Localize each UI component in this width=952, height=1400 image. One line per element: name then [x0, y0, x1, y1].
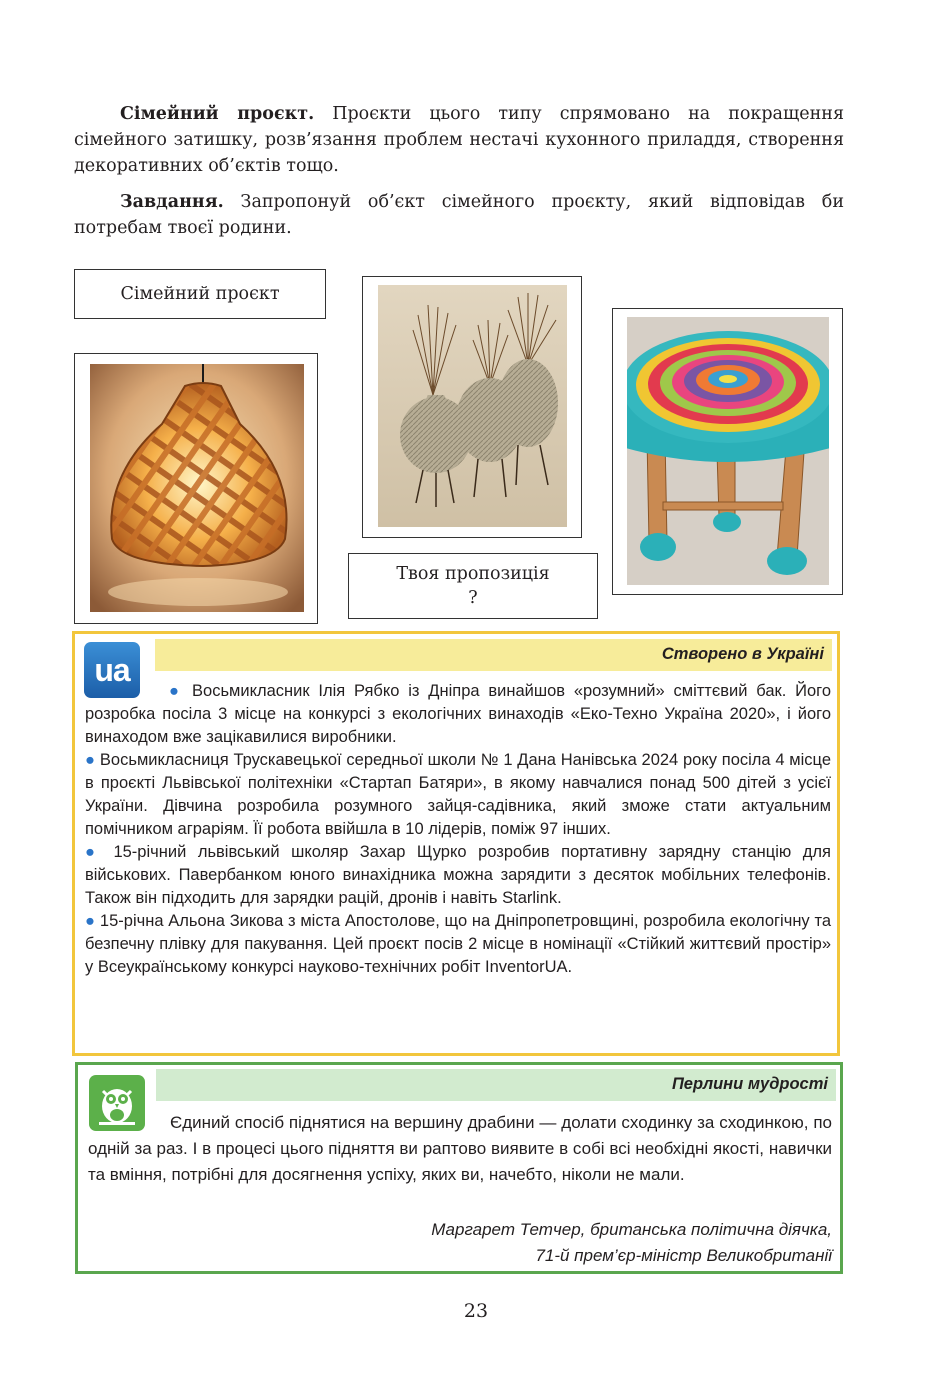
created-in-ukraine-header [155, 639, 832, 671]
wicker-vases-image [378, 285, 567, 527]
stool-frame [612, 308, 843, 595]
pearls-of-wisdom-title: Перлини мудрості [671, 1075, 828, 1093]
list-item: ● Восьмикласниця Трускавецької середньої школи № 1 Дана Нанівська 2024 року посіла 4 місце в проєкті Львівської політехніки «Стартап Батяри», в якому навчалися понад 500 дітей з усієї України. Дівчина розробила розумного зайця-садівника, який зможе стати актуальним помічником аграріям. Її робота ввійшла в 10 лідерів, поміж 97 інших. [85, 751, 831, 838]
intro-paragraph [74, 101, 844, 179]
your-proposal-label [348, 553, 598, 619]
bullet-icon: ● [169, 682, 184, 700]
your-proposal-question: ? [468, 588, 478, 608]
ua-logo-icon: ua [84, 642, 140, 698]
intro-heading: Сімейний проєкт. [120, 104, 315, 124]
created-in-ukraine-title: Створено в Україні [661, 645, 824, 663]
intro-text: Проєкти цього типу спрямовано на покращення сімейного затишку, розв’язання проблем нестачі кухонного приладдя, створення декоративних об’єктів тощо. [74, 104, 844, 176]
family-project-label-text: Сімейний проєкт [120, 284, 280, 304]
crochet-stool-image [627, 317, 829, 585]
task-text: Запропонуй об’єкт сімейного проєкту, який відповідав би потребам твоєї родини. [74, 192, 844, 238]
quote-attribution [431, 1217, 832, 1269]
created-in-ukraine-list [85, 680, 831, 979]
bullet-icon: ● [85, 843, 102, 861]
lamp-image [90, 364, 304, 612]
task-paragraph [74, 189, 844, 241]
your-proposal-text: Твоя пропозиція [396, 564, 550, 584]
author-line-1: Маргарет Тетчер, британська політична діячка, [431, 1220, 832, 1239]
bullet-icon: ● [85, 912, 96, 930]
pearls-of-wisdom-box [75, 1062, 843, 1274]
list-item: ● 15-річна Альона Зикова з міста Апостолове, що на Дніпропетровщині, розробила екологічну та безпечну плівку для пакування. Цей проєкт посів 2 місце в номінації «Стійкий життєвий простір» у Всеукраїнському конкурсі науково-технічних робіт InventorUA. [85, 912, 831, 976]
created-in-ukraine-box [72, 631, 840, 1056]
author-line-2: 71-й прем’єр-міністр Великобританії [535, 1246, 832, 1265]
family-project-label [74, 269, 326, 319]
wisdom-quote: Єдиний спосіб піднятися на вершину драбини — долати сходинку за сходинкою, по одній за раз. І в процесі цього підняття ви раптово виявите в собі всі необхідні якості, навички та вміння, потрібні для досягнення успіху, яких ви, начебто, ніколи не мали. [88, 1113, 832, 1184]
pearls-of-wisdom-header [156, 1069, 836, 1101]
task-heading: Завдання. [120, 192, 224, 212]
page-number: 23 [463, 1300, 489, 1322]
list-item: ● 15-річний львівський школяр Захар Щурко розробив портативну зарядну станцію для військових. Павербанком юного винахідника можна зарядити з десяток мобільних телефонів. Також він підходить для зарядки рацій, дронів і навіть Starlink. [85, 843, 831, 907]
lamp-frame [74, 353, 318, 624]
list-item: ● Восьмикласник Ілія Рябко із Дніпра винайшов «розумний» сміттєвий бак. Його розробка посіла 3 місце на конкурсі з екологічних винаходів «Еко-Техно Україна 2020», і його винаходом вже зацікавилися виробники. [85, 682, 832, 746]
vases-frame [362, 276, 582, 538]
bullet-icon: ● [85, 751, 96, 769]
